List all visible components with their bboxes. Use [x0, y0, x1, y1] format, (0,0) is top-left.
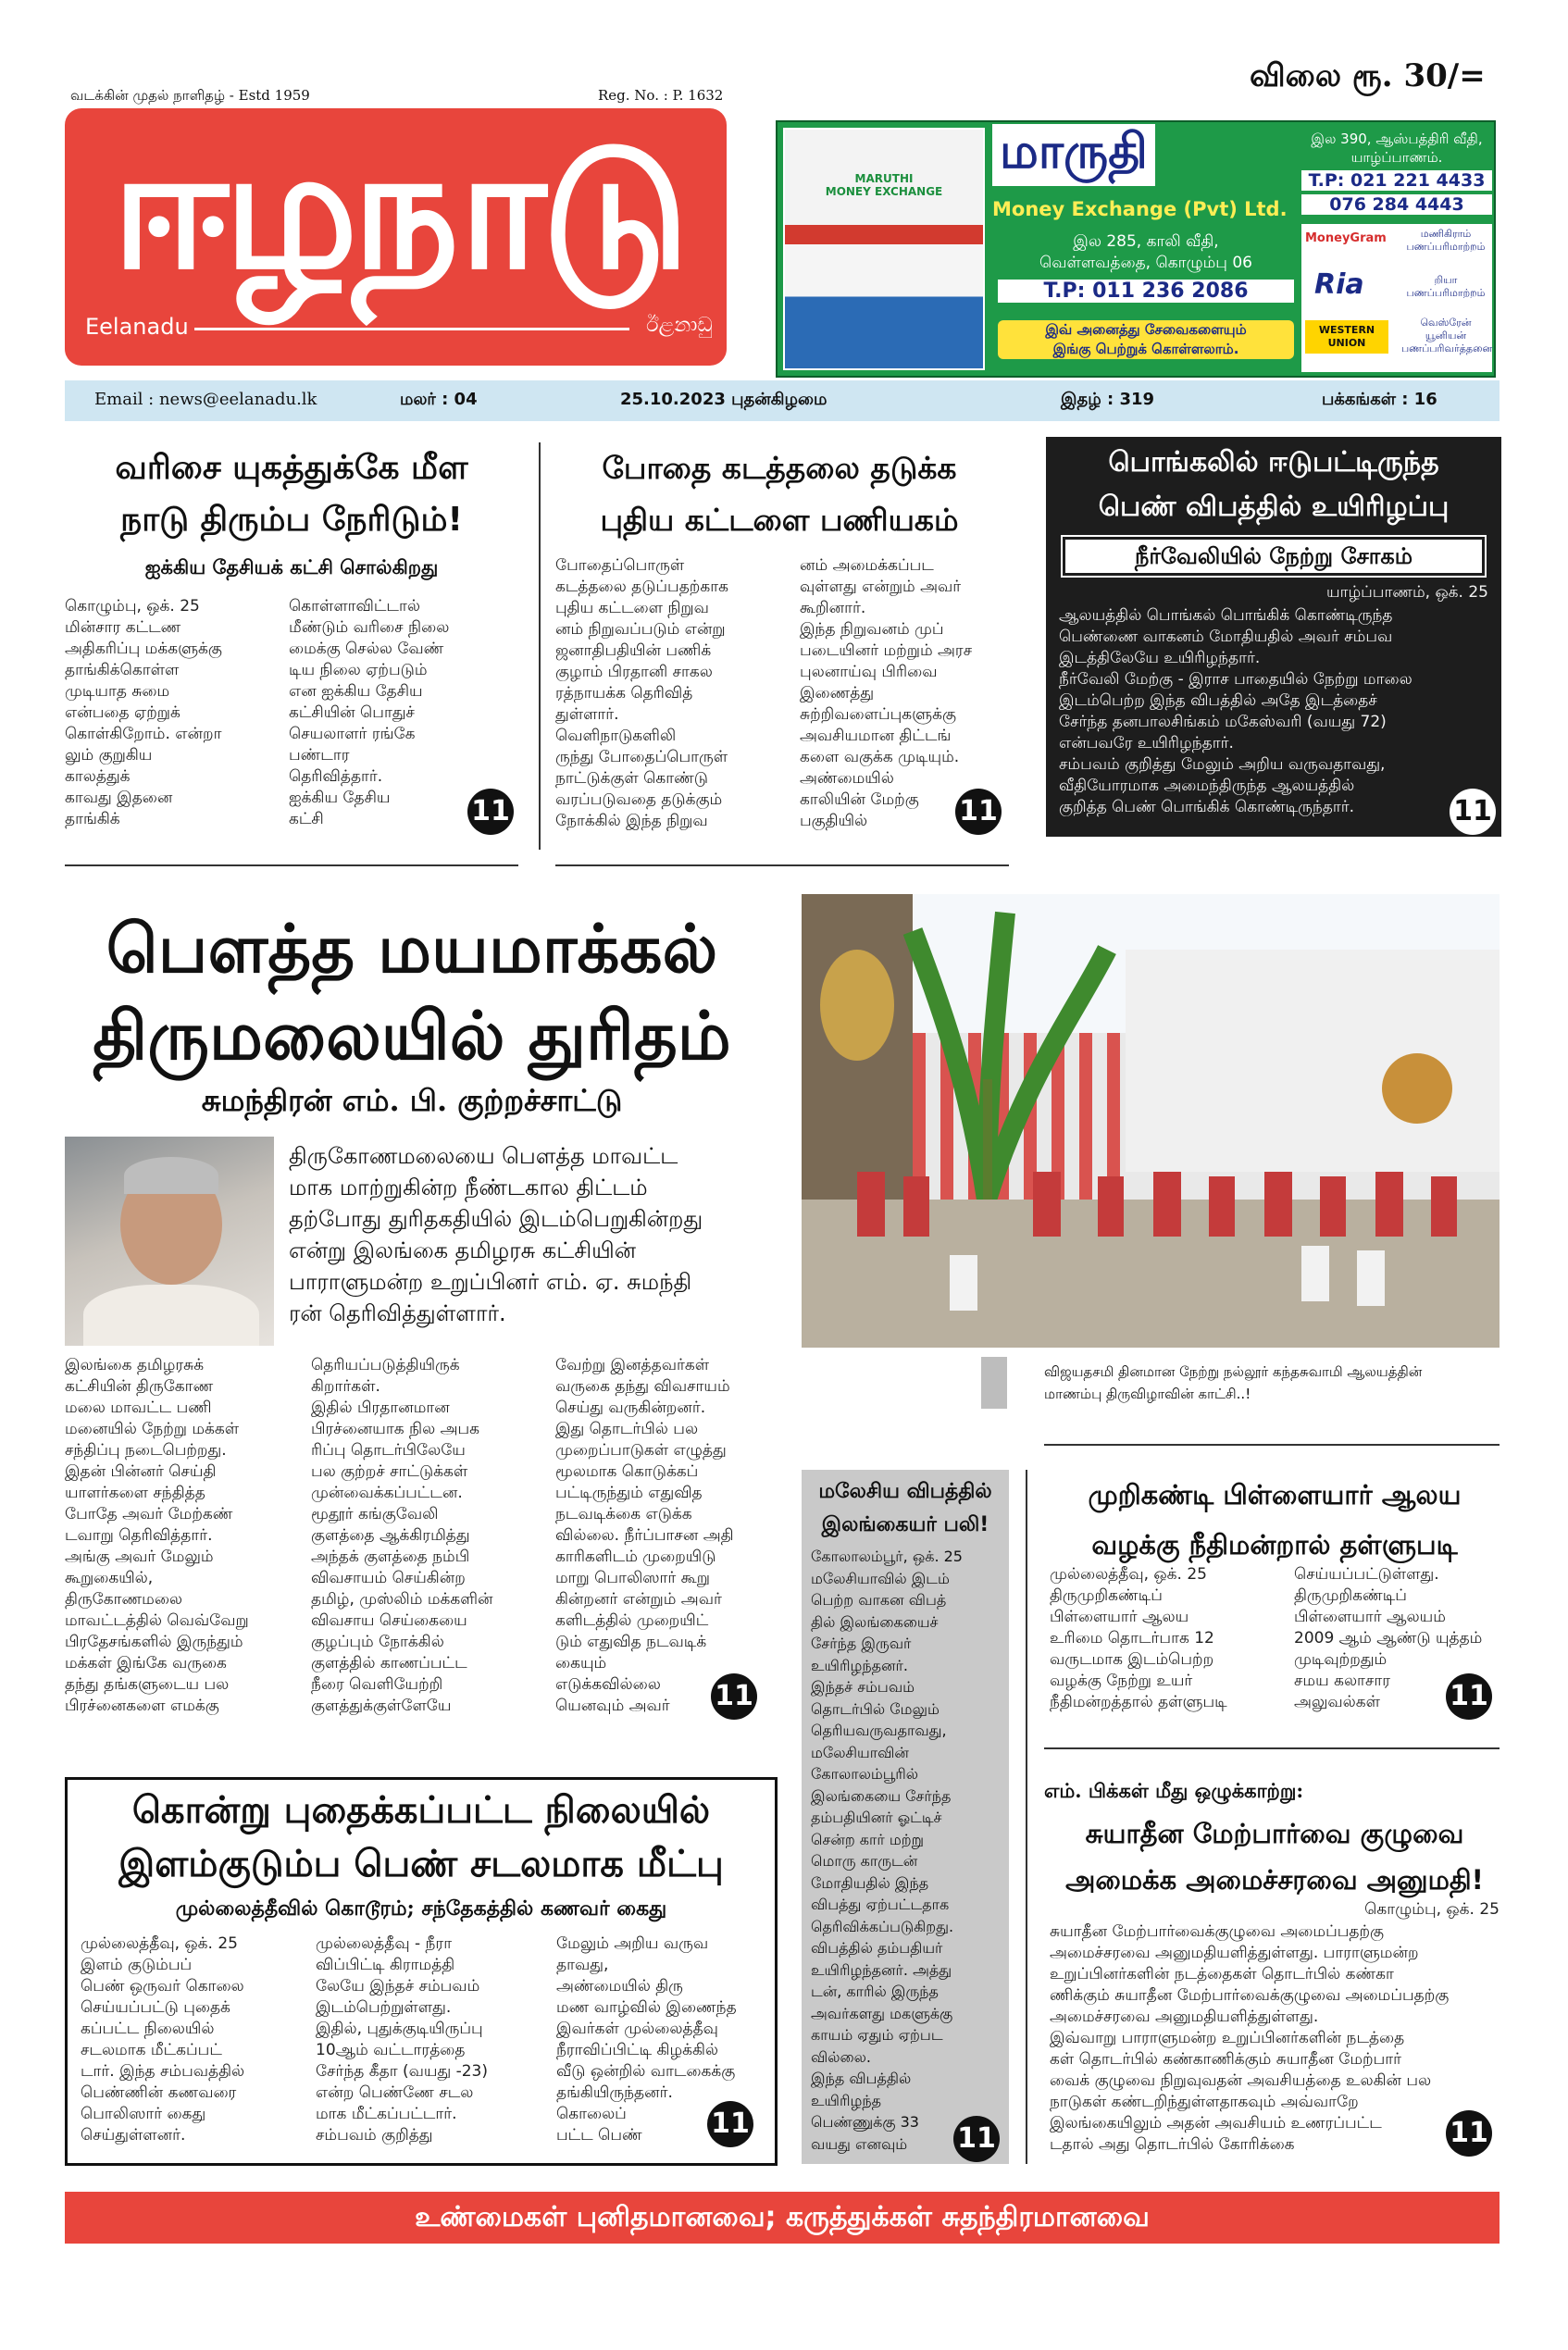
col-divider-2 — [1026, 1470, 1027, 2164]
photo-caption-marker — [981, 1357, 1007, 1409]
a5-bottom-rule — [1044, 1747, 1500, 1749]
info-email[interactable]: Email : news@eelanadu.lk — [94, 390, 317, 409]
a6-col3: மேலும் அறிய வருவ தாவது, அண்மையில் திரு மண வாழ்வில் இணைந்த இவர்கள் முல்லைத்தீவு நீராவிப்பிட்டி கிழக்கில் வீடு ஒன்றில் வாடகைக்கு தங்கியிருந்தனர். கொலைப் பட்ட பெண் — [556, 1934, 737, 2145]
col-divider-1 — [539, 442, 541, 850]
a6-col2: முல்லைத்தீவு - நீரா விப்பிட்டி கிராமத்தி லேயே இந்தச் சம்பவம் இடம்பெற்றுள்ளது. இதில், புதுக்குடியிருப்பு 10ஆம் வட்டாரத்தை சேர்ந்த கீதா (வயது -23) என்ற பெண்ணே சடல மாக மீட்கப்பட்டார். சம்பவம் குறித்து — [316, 1934, 489, 2145]
ad-logo-top: MARUTHI MONEY EXCHANGE — [825, 172, 943, 198]
ad-slogan: இவ் அனைத்து சேவைகளையும் இங்கு பெற்றுக் கொள்ளலாம். — [998, 320, 1294, 359]
ad-services-panel — [1301, 224, 1492, 372]
ad-branch-address: இல 285, காலி வீதி, வெள்ளவத்தை, கொழும்பு 06 — [1039, 232, 1252, 272]
a2-continued-marker: 11 — [955, 789, 1002, 835]
lead-continued-marker: 11 — [711, 1673, 757, 1720]
a5-headline: முறிகண்டி பிள்ளையார் ஆலய வழக்கு நீதிமன்றால் தள்ளுபடி — [1088, 1479, 1462, 1560]
a4-continued-marker: 11 — [953, 2116, 1000, 2162]
nallur-festival-photo — [802, 894, 1500, 1348]
maruthi-ad[interactable] — [776, 120, 1496, 378]
ad-hq-phone2: 076 284 4443 — [1301, 194, 1492, 215]
a1-col1: கொழும்பு, ஒக். 25 மின்சார கட்டண அதிகரிப்பு மக்களுக்கு தாங்கிக்கொள்ள முடியாத சுமை என்பதை ஏற்றுக் கொள்கிறோம். என்றா லும் குறுகிய காலத்துக் காவது இதனை தாங்கிக் — [65, 597, 222, 828]
a6-subhead: முல்லைத்தீவில் கொடூரம்; சந்தேகத்தில் கணவர் கைது — [175, 1896, 667, 1921]
a3-subhead: நீர்வேலியில் நேற்று சோகம் — [1063, 537, 1485, 576]
logo-sub-si: ඊළනාඩු — [646, 314, 713, 337]
a2-col1: போதைப்பொருள் கடத்தலை தடுப்பதற்காக புதிய கட்டளை நிறுவ னம் நிறுவப்படும் என்று ஜனாதிபதியின் பணிக் குழாம் பிரதானி சாகல ரத்நாயக்க தெரிவித் துள்ளார். வெளிநாடுகளிலி ருந்து போதைப்பொருள் நாட்டுக்குள் கொண்டு வரப்படுவதை தடுக்கும் நோக்கில் இந்த நிறுவ — [555, 556, 728, 830]
ad-hq-address: இல 390, ஆஸ்பத்திரி வீதி, யாழ்ப்பாணம். — [1311, 131, 1483, 166]
info-date: 25.10.2023 புதன்கிழமை — [620, 390, 828, 409]
ad-hq-phone1: T.P: 021 221 4433 — [1301, 170, 1492, 191]
moneygram-logo: MoneyGram — [1305, 231, 1387, 245]
photo-scene — [802, 894, 1500, 1348]
a3-headline: பொங்கலில் ஈடுபட்டிருந்த பெண் விபத்தில் உயிரிழப்பு — [1098, 446, 1450, 523]
ad-brand-name: மாருதி — [992, 124, 1155, 186]
a7-body: சுயாதீன மேற்பார்வைக்குழுவை அமைப்பதற்கு அமைச்சரவை அனுமதியளித்துள்ளது. பாராளுமன்ற உறுப்பினர்களின் நடத்தைகள் தொடர்பில் கண்கா ணிக்கும் சுயாதீன மேற்பார்வைக்குழுவை அமைப்பதற்கு அமைச்சரவை அனுமதியளித்துள்ளது. இவ்வாறு பாராளுமன்ற உறுப்பினர்களின் நடத்தை கள் தொடர்பில் கண்காணிக்கும் சுயாதீன மேற்பார் வைக் குழுவை நிறுவுவதன் அவசியத்தை உலகின் பல நாடுகள் கண்டறிந்துள்ளதாகவும் அவ்வாறே இலங்கையிலும் அதன் அவசியம் உணரப்பட்ட டதால் அது தொடர்பில் கோரிக்கை — [1050, 1922, 1450, 2154]
lead-col3: வேற்று இனத்தவர்கள் வருகை தந்து விவசாயம் செய்து வருகின்றனர். இது தொடர்பில் பல முறைப்பாடுகள் எழுத்து மூலமாக கொடுக்கப் பட்டிருந்தும் எதுவித நடவடிக்கை எடுக்க வில்லை. நீர்ப்பாசன அதி காரிகளிடம் முறையிடு மாறு பொலிஸார் கூறு கின்றனர் என்றும் அவர் களிடத்தில் முறையிட் டும் எதுவித நடவடிக் கையும் எடுக்கவில்லை யெனவும் அவர் — [555, 1356, 734, 1715]
western-union-desc: வெஸ்ரேன் யூனியன் பணப்பரிவர்த்தனை — [1401, 317, 1493, 354]
lead-subhead: சுமந்திரன் எம். பி. குற்றச்சாட்டு — [201, 1083, 623, 1118]
ria-desc: றியா பணப்பரிமாற்றம் — [1406, 274, 1486, 299]
photo-shirt — [83, 1285, 259, 1346]
photo-caption: விஜயதசமி தினமான நேற்று நல்லூர் கந்தசுவாமி ஆலயத்தின் மாணம்பு திருவிழாவின் காட்சி..! — [1044, 1363, 1423, 1402]
info-bar — [65, 380, 1500, 421]
a7-continued-marker: 11 — [1446, 2110, 1492, 2157]
lead-intro: திருகோணமலையை பௌத்த மாவட்ட மாக மாற்றுகின்ற நீண்டகால திட்டம் தற்போது துரிதகதியில் இடம்பெறுகின்றது என்று இலங்கை தமிழரசு கட்சியின் பாராளுமன்ற உறுப்பினர் எம். ஏ. சுமந்தி ரன் தெரிவித்துள்ளார். — [289, 1143, 703, 1326]
a2-bottom-rule — [555, 864, 1009, 866]
a1-col2: கொள்ளாவிட்டால் மீண்டும் வரிசை நிலை மைக்கு செல்ல வேண் டிய நிலை ஏற்படும் என ஐக்கிய தேசிய கட்சியின் பொதுச் செயலாளர் ரங்கே பண்டார தெரிவித்தார். ஐக்கிய தேசிய கட்சி — [289, 597, 450, 828]
logo-sub-en: Eelanadu — [85, 314, 189, 340]
a3-body: ஆலயத்தில் பொங்கல் பொங்கிக் கொண்டிருந்த பெண்ணை வாகனம் மோதியதில் அவர் சம்பவ இடத்திலேயே உயிரிழந்தார். நீர்வேலி மேற்கு - இராச பாதையில் நேற்று மாலை இடம்பெற்ற இந்த விபத்தில் அதே இடத்தைச் சேர்ந்த தனபாலசிங்கம் மகேஸ்வரி (வயது 72) என்பவரே உயிரிழந்தார். சம்பவம் குறித்து மேலும் அறிய வருவதாவது, வீதியோரமாக அமைந்திருந்த ஆலயத்தில் குறித்த பெண் பொங்கிக் கொண்டிருந்தார். — [1059, 606, 1412, 816]
a3-dark-box — [1046, 437, 1501, 837]
a1-headline: வரிசை யுகத்துக்கே மீள நாடு திரும்ப நேரிடும்! — [115, 449, 468, 539]
a1-continued-marker: 11 — [467, 789, 514, 835]
a7-headline: சுயாதீன மேற்பார்வை குழுவை அமைக்க அமைச்சரவை அனுமதி! — [1065, 1818, 1484, 1896]
a2-col2: னம் அமைக்கப்பட வுள்ளது என்றும் அவர் கூறினார். இந்த நிறுவனம் முப் படையினர் மற்றும் அரச புலனாய்வு பிரிவை இணைத்து சுற்றிவளைப்புகளுக்கு அவசியமான திட்டங் களை வகுக்க முடியும். அண்மையில் காலியின் மேற்கு பகுதியில் — [800, 556, 973, 830]
price: விலை ரூ. 30/= — [1250, 57, 1486, 94]
lead-col2: தெரியப்படுத்தியிருக் கிறார்கள். இதில் பிரதானமான பிரச்னையாக நில அபக ரிப்பு தொடர்பிலேயே பல குற்றச் சாட்டுக்கள் முன்வைக்கப்பட்டன. மூதூர் கங்குவேலி குளத்தை ஆக்கிரமித்து அந்தக் குளத்தை நம்பி விவசாயம் செய்கின்ற தமிழ், முஸ்லிம் மக்களின் விவசாய செய்கையை குழப்பும் நோக்கில் குளத்தில் காணப்பட்ட நீரை வெளியேற்றி குளத்துக்குள்ளேயே — [311, 1356, 493, 1715]
info-issue: மலர் : 04 — [400, 390, 478, 409]
a7-kicker: எம். பிக்கள் மீது ஒழுக்காற்று: — [1044, 1779, 1304, 1802]
a2-headline: போதை கடத்தலை தடுக்க புதிய கட்டளை பணியகம் — [600, 450, 959, 538]
a4-body: கோலாலம்பூர், ஒக். 25 மலேசியாவில் இடம் பெற்ற வாகன விபத் தில் இலங்கையைச் சேர்ந்த இருவர் உயிரிழந்தனர். இந்தச் சம்பவம் தொடர்பில் மேலும் தெரியவருவதாவது, மலேசியாவின் கோலாலம்பூரில் இலங்கையை சேர்ந்த தம்பதியினர் ஓட்டிச் சென்ற கார் மற்று மொரு காருடன் மோதியதில் இந்த விபத்து ஏற்பட்டதாக தெரிவிக்கப்படுகிறது. விபத்தில் தம்பதியர் உயிரிழந்தனர். அத்து டன், காரில் இருந்த அவர்களது மகளுக்கு காயம் ஏதும் ஏற்பட வில்லை. இந்த விபத்தில் உயிரிழந்த பெண்ணுக்கு 33 வயது எனவும் — [811, 1548, 963, 2153]
masthead-reg-no: Reg. No. : P. 1632 — [598, 87, 724, 104]
a4-grey-box — [802, 1470, 1009, 2164]
a6-continued-marker: 11 — [707, 2101, 753, 2147]
a6-box — [65, 1777, 778, 2166]
moneygram-desc: மணிகிராம் பணப்பரிமாற்றம் — [1406, 228, 1486, 253]
info-pages: பக்கங்கள் : 16 — [1322, 390, 1437, 409]
photo-hair — [124, 1157, 218, 1194]
sumanthiran-photo — [65, 1137, 274, 1346]
ad-branch-phone: T.P: 011 236 2086 — [998, 280, 1294, 303]
a6-headline: கொன்று புதைக்கப்பட்ட நிலையில் இளம்குடும்ப பெண் சடலமாக மீட்பு — [118, 1789, 724, 1885]
logo-text: ஈழநாடு — [112, 113, 684, 306]
western-union-logo: WESTERN UNION — [1305, 320, 1388, 354]
ria-logo: Ria — [1314, 268, 1364, 301]
footer-motto: உண்மைகள் புனிதமானவை; கருத்துக்கள் சுதந்திரமானவை — [415, 2201, 1150, 2233]
ad-shopfront-photo — [783, 128, 985, 370]
a7-dateline: கொழும்பு, ஒக். 25 — [1364, 1900, 1500, 1919]
logo-rule — [194, 328, 629, 330]
a3-continued-marker-visible: 11 — [1450, 789, 1496, 835]
a6-col1: முல்லைத்தீவு, ஒக். 25 இளம் குடும்பப் பெண் ஒருவர் கொலை செய்யப்பட்டு புதைக் கப்பட்ட நிலையில் சடலமாக மீட்கப்பட் டார். இந்த சம்பவத்தில் பெண்ணின் கணவரை பொலிஸார் கைது செய்துள்ளனர். — [81, 1934, 245, 2145]
a1-subhead: ஐக்கிய தேசியக் கட்சி சொல்கிறது — [144, 555, 439, 578]
footer-motto-bar — [65, 2192, 1500, 2244]
a5-continued-marker: 11 — [1446, 1673, 1492, 1720]
masthead-tagline: வடக்கின் முதல் நாளிதழ் - Estd 1959 — [70, 87, 310, 104]
a4-headline: மலேசிய விபத்தில் இலங்கையர் பலி! — [818, 1480, 992, 1536]
lead-headline: பௌத்த மயமாக்கல் திருமலையில் துரிதம் — [93, 910, 731, 1075]
info-number: இதழ் : 319 — [1061, 390, 1155, 409]
a5-col2: செய்யப்பட்டுள்ளது. திருமுறிகண்டிப் பிள்ளையார் ஆலயம் 2009 ஆம் ஆண்டு யுத்தம் முடிவுற்றதும் சமய கலாசார அலுவல்கள் — [1294, 1565, 1483, 1711]
a3-dateline: யாழ்ப்பாணம், ஒக். 25 — [1326, 583, 1488, 602]
lead-col1: இலங்கை தமிழரசுக் கட்சியின் திருகோண மலை மாவட்ட பணி மனையில் நேற்று மக்கள் சந்திப்பு நடைபெற்றது. இதன் பின்னர் செய்தி யாளர்களை சந்தித்த போதே அவர் மேற்கண் டவாறு தெரிவித்தார். அங்கு அவர் மேலும் கூறுகையில், திருகோணமலை மாவட்டத்தில் வெவ்வேறு பிரதேசங்களில் இருந்தும் மக்கள் இங்கே வருகை தந்து தங்களுடைய பல பிரச்னைகளை எமக்கு — [65, 1356, 249, 1715]
a1-bottom-rule — [65, 864, 518, 866]
masthead-logo[interactable] — [65, 108, 727, 366]
ad-brand-en: Money Exchange (Pvt) Ltd. — [992, 198, 1288, 220]
a5-col1: முல்லைத்தீவு, ஒக். 25 திருமுறிகண்டிப் பிள்ளையார் ஆலய உரிமை தொடர்பாக 12 வருடமாக இடம்பெற்ற வழக்கு நேற்று உயர் நீதிமன்றத்தால் தள்ளுபடி — [1050, 1565, 1227, 1711]
photo-caption-rule — [1044, 1444, 1500, 1446]
